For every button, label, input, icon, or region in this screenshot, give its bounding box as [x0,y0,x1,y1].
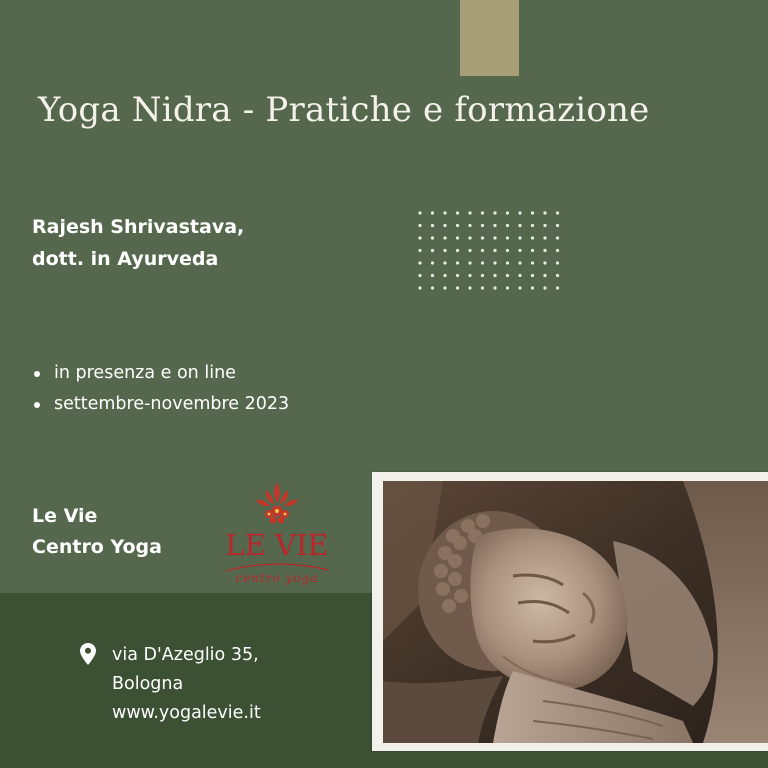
dot [481,261,484,264]
dot [531,224,534,227]
dot [518,236,521,239]
dot [493,224,496,227]
website-link[interactable]: www.yogalevie.it [112,703,261,723]
dot [493,236,496,239]
bullet-icon [34,402,40,408]
dot [468,274,471,277]
details-list [30,358,289,420]
dot [443,236,446,239]
dot [456,261,459,264]
center-name-line1: Le Vie [32,505,98,527]
dot [468,249,471,252]
dot [443,249,446,252]
dot [418,236,421,239]
dot [443,286,446,289]
location-pin-icon [80,643,96,665]
buddha-statue-image [383,481,768,743]
dot [431,224,434,227]
dot [518,286,521,289]
dot [506,211,509,214]
address-city: Bologna [112,674,184,694]
dot [468,211,471,214]
logo-subtext: centro yoga [235,571,319,585]
dot [468,224,471,227]
accent-bar [460,0,519,76]
dot [431,249,434,252]
dot [506,274,509,277]
dot [543,286,546,289]
dot [543,211,546,214]
dot [468,261,471,264]
dot [443,274,446,277]
dot [556,286,559,289]
dot [518,224,521,227]
dot [556,224,559,227]
dot [431,286,434,289]
dot [556,249,559,252]
dot [481,211,484,214]
author-qualification: dott. in Ayurveda [32,248,219,270]
dot [531,249,534,252]
logo [218,478,336,590]
dot [418,224,421,227]
dot [493,211,496,214]
dot [456,224,459,227]
dot [431,236,434,239]
dot [556,274,559,277]
page-title: Yoga Nidra - Pratiche e formazione [38,90,650,130]
dot [543,224,546,227]
detail-text: in presenza e on line [54,363,236,383]
address-street: via D'Azeglio 35, [112,645,259,665]
dot [456,274,459,277]
dot [506,261,509,264]
author-block [32,211,244,275]
dot [543,236,546,239]
dot [518,274,521,277]
dot [556,236,559,239]
dot [481,224,484,227]
dot [443,211,446,214]
center-name [32,501,162,563]
dot [443,224,446,227]
dot [518,211,521,214]
dot [431,274,434,277]
dot [556,261,559,264]
dot [481,274,484,277]
dot [531,236,534,239]
dot [531,286,534,289]
center-name-line2: Centro Yoga [32,536,162,558]
dot [418,286,421,289]
detail-text: settembre-novembre 2023 [54,394,290,414]
dot [481,249,484,252]
bullet-icon [34,371,40,377]
dot-grid-decoration [418,211,568,291]
dot [518,261,521,264]
dot [468,236,471,239]
dot [418,261,421,264]
dot [543,249,546,252]
list-item [30,389,289,420]
dot [493,274,496,277]
logo-text: LE VIE [225,528,329,562]
dot [418,249,421,252]
dot [431,261,434,264]
author-name: Rajesh Shrivastava, [32,216,245,238]
dot [481,286,484,289]
dot [418,211,421,214]
dot [456,249,459,252]
dot [506,236,509,239]
dot [506,286,509,289]
dot [506,249,509,252]
dot [418,274,421,277]
dot [456,236,459,239]
dot [543,261,546,264]
dot [531,211,534,214]
dot [493,261,496,264]
dot [506,224,509,227]
dot [456,286,459,289]
dot [531,261,534,264]
dot [456,211,459,214]
dot [543,274,546,277]
dot [481,236,484,239]
dot [468,286,471,289]
photo-frame [372,472,768,751]
dot [531,274,534,277]
reclining-buddha-photo [383,481,768,743]
dot [443,261,446,264]
dot [518,249,521,252]
list-item [30,358,289,389]
address-block [80,641,261,728]
dot [431,211,434,214]
dot [493,249,496,252]
dot [556,211,559,214]
dot [493,286,496,289]
